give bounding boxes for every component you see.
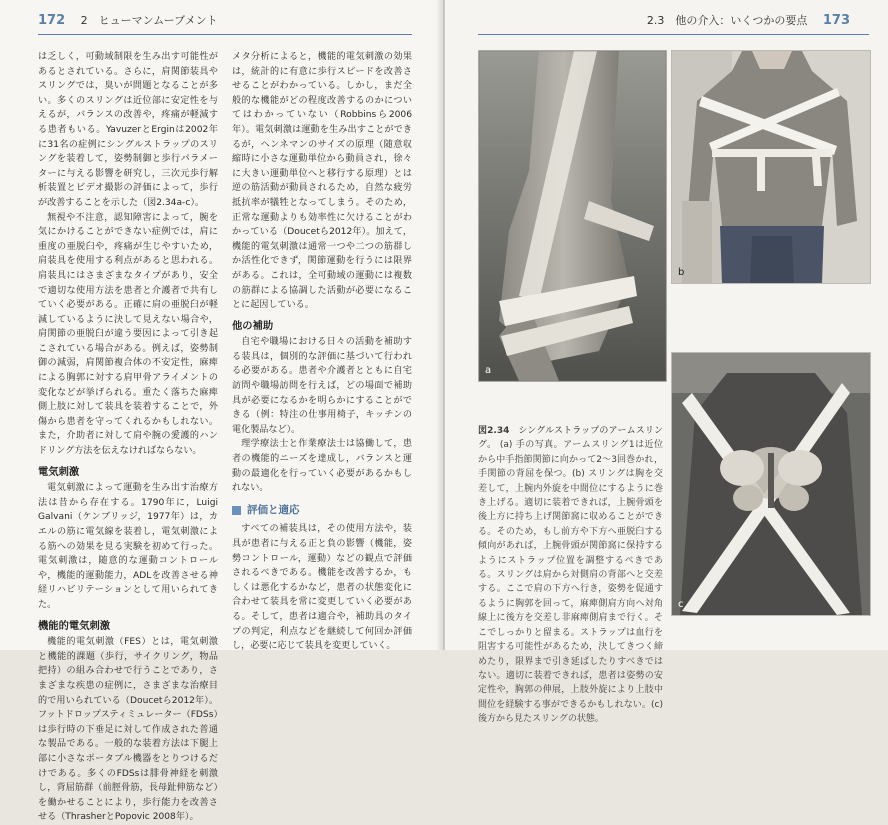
left-running-head: [38, 12, 218, 30]
figure-photo-a: [478, 50, 667, 382]
right-running-title: 2.3 他の介入：いくつかの要点: [646, 14, 808, 27]
section-heading-label: 評価と適応: [247, 503, 300, 516]
subheading-other-aids: 他の補助: [232, 319, 274, 332]
paragraph: は乏しく，可動域制限を生み出す可能性があるとされている。さらに，肩関節装具やスリングでは，臭いが問題となることが多い。多くのスリングは近位部に安定性を与えるが，バランスの改善や，疼痛が軽減する患者もいる。YavuzerとErginは2002年に31名の症例にシングルストラップのスリングを装着して，姿勢制御と歩行パラメーターに与える影響を研究し，三次元歩行解析装置とビデオ撮影の評価によって，歩行が改善することを示した（図2.34a-c）。: [38, 52, 218, 208]
subheading-fes: 機能的電気刺激: [38, 619, 111, 632]
left-page: [0, 0, 443, 823]
paragraph: すべての補装具は，その使用方法や，装具が患者に与える正と負の影響（機能，姿勢コントロール，運動）などの観点で評価されるべきである。機能を改善するか，もしくは悪化するかなど，患者の状態変化に合わせて装具を常に変更していく必要がある。そして，患者は適合や，補助具のタイプの判定，利点などを継続して何回か評価し，必要に応じて装具を変更していく。: [232, 524, 412, 652]
left-page-number: 172: [38, 13, 66, 28]
figure-photo-b: [671, 50, 871, 284]
paragraph: 無視や不注意，認知障害によって，腕を気にかけることができない症例では，肩に重度の亜脱臼や，疼痛が生じやすいため，肩装具を使用する利点があると思われる。肩装具にはさまざまなタイプがあり，安全で適切な使用方法を患者と介護者で共有していく必要がある。正確に肩の亜脱臼が軽減しているように決して見えない場合や，肩関節の亜脱臼が違う要因によって引き起こされている場合がある。例えば，姿勢制御の減弱，肩関節複合体の不安定性，麻痺による胸郭に対する肩甲骨アライメントの変化などが挙げられる。重たく落ちた麻痺側上肢に対して装具を装着することで，外傷から患者を守ってくれるかもしれない。また，介助者に対して肩や腕の愛護的ハンドリング方法を伝えなければならない。: [38, 212, 218, 457]
paragraph: 理学療法士と作業療法士は協働して，患者の機能的ニーズを達成し，バランスと運動の最適化を行っていく必要があるかもしれない。: [232, 439, 412, 494]
sling-back-view-illustration: [672, 353, 870, 615]
left-header-rule: [38, 34, 412, 35]
section-heading: [232, 503, 412, 518]
paragraph: 自宅や職場における日々の活動を補助する装具は，個別的な評価に基づいて行われる必要がある。患者や介護者とともに自宅訪問や職場訪問を行えば，どの場面で補助具が必要になるかを明らかにすることができる（例：特注の仕事用椅子，キッチンの電化製品など）。: [232, 337, 412, 435]
figure-caption: [478, 424, 663, 727]
left-column-2: [232, 50, 412, 654]
figure-photo-c: [671, 352, 871, 616]
paragraph: 電気刺激によって運動を生み出す治療方法は昔から存在する。1790年に，Luigi Galvani（ケンブリッジ，1977年）は，カエルの筋に電気線を装着し，電気刺激による筋への効果を見る実験を初めて行った。電気刺激は，随意的な運動コントロールや，機能的運動能力，ADLを改善させる神経リハビリテーションとして用いられてきた。: [38, 483, 218, 610]
arm-sling-hand-illustration: [479, 51, 666, 381]
left-chapter-title: 2 ヒューマンムーブメント: [80, 14, 218, 27]
caption-text: (a) 手の写真。アームスリング1は近位から中手指節関節に向かって2〜3回巻かれ，手関節の背屈を保つ。(b) スリングは胸を交差して，上腕内外旋を中間位にするように巻き上げる。適切に装着できれば，上腕骨頭を後上方に持ち上げ関節窩に収めることができる。そのため，もし前方や下方へ亜脱臼する傾向があれば，上腕骨頭が関節窩に保持するようにストラップ位置を調整するべきである。スリングは肩から対側肩の背部へと交差する。ここで肩の下方へ行き，姿勢を促通するように胸郭を回って，麻痺側肩方向へ対角線上に後方を交差し非麻痺側肩まで行く。そこでしっかりと留まる。ストラップは血行を阻害する可能性があるため，決してきつく締めたり，限界まで引き延ばしたりすべきではない。適切に装着できれば，患者は姿勢の安定性や，胸郭の伸展，上肢外旋により上肢中間位を経験する事ができるかもしれない。(c) 後方から見たスリングの状態。: [478, 440, 663, 725]
right-running-head: [647, 12, 850, 30]
right-header-rule: [478, 34, 869, 35]
paragraph: 機能的電気刺激（FES）とは，電気刺激と機能的課題（歩行，サイクリング，物品把持）の組み合わせで行うことであり，さまざまな疾患の症例に，さまざまな治療目的で用いられている（Doucetら2012年）。フットドロップスティミュレーター（FDSs）は歩行時の下垂足に対して作成された普通な製品である。一般的な装着方法は下腿上部に小さなポータブル機器をとりつけるだけである。多くのFDSsは腓骨神経を刺激し，背屈筋群（前脛骨筋，長母趾伸筋など）を働かせることにより，歩行能力を改善させる（ThrasherとPopovic 2008年）。: [38, 637, 218, 823]
section-square-icon: [232, 506, 241, 515]
photo-label-c: c: [678, 599, 684, 610]
right-page: [445, 0, 888, 725]
paragraph: メタ分析によると，機能的電気刺激の効果は，統計的に有意に歩行スピードを改善させることがわかっている。しかし，まだ全般的な機能がどの程度改善するのかについてはわかっていない（Robbinsら2006年）。電気刺激は運動を生み出すことができるが，ヘンネマンのサイズの原理（随意収縮時に小さな運動単位から動員され，徐々に大きい運動単位へと移行する原理）とは逆の筋活動が動員されるため，自然な疲労抵抗率が犠牲となってしまう。そのため，正常な運動よりも効率性に欠けることがわかっている（Doucetら2012年）。加えて，機能的電気刺激は通常一つや二つの筋群しか活性化できず，関節運動を行うには限界がある。これは，全可動域の運動には複数の筋群による協調した活動が必要になることに起因している。: [232, 52, 412, 311]
sling-front-view-illustration: [672, 51, 870, 283]
right-page-number: 173: [822, 13, 850, 28]
subheading-electrical-stimulation: 電気刺激: [38, 465, 80, 478]
caption-title: シングルストラップのアームスリング。: [478, 426, 663, 451]
photo-label-a: a: [485, 365, 492, 376]
left-column-1: [38, 50, 218, 825]
photo-label-b: b: [678, 267, 685, 278]
figure-label: 図2.34: [478, 426, 510, 436]
